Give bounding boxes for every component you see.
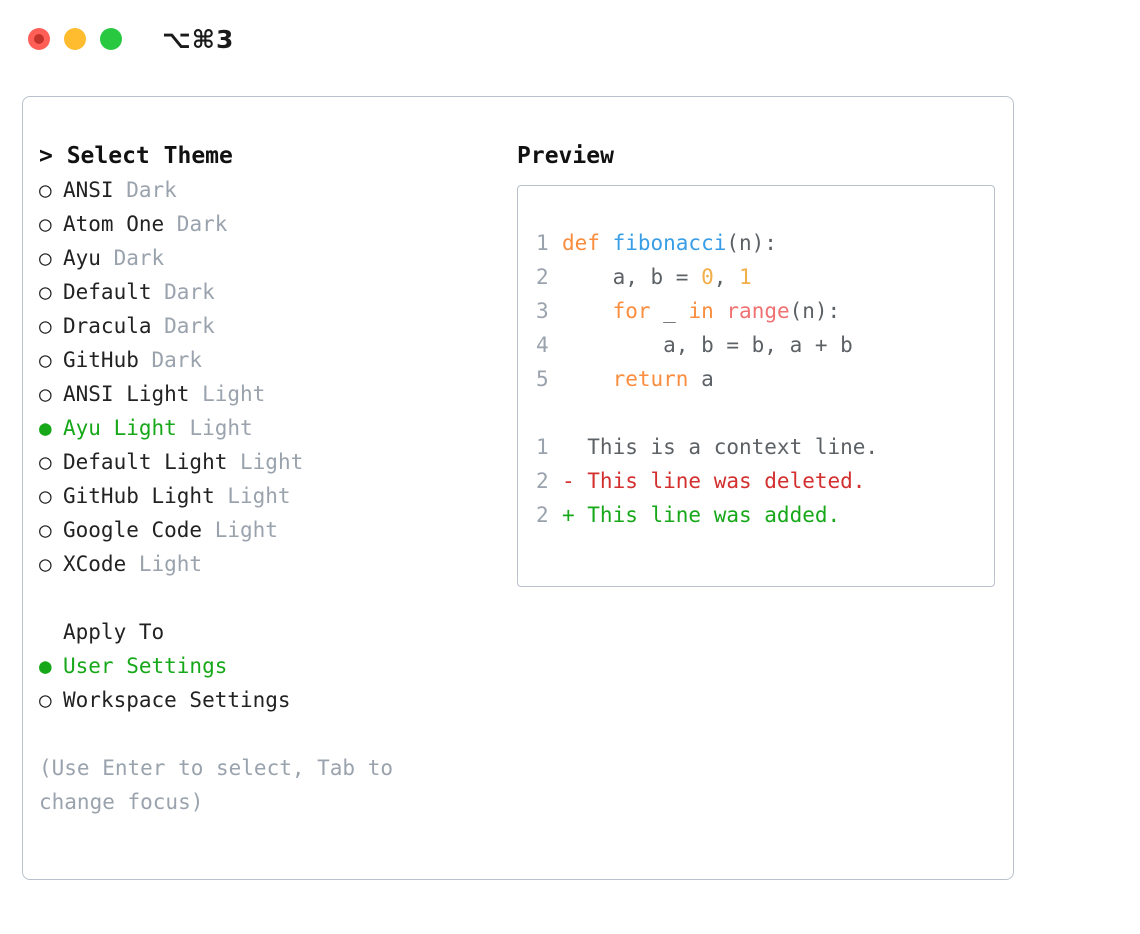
code-line [536, 328, 994, 362]
code-token: range [726, 299, 790, 323]
theme-option-variant: Dark [100, 246, 165, 270]
theme-option-label: Atom One [63, 212, 165, 236]
preview-column [517, 139, 1007, 587]
radio-unselected-icon: ○ [39, 518, 52, 542]
select-theme-heading: > Select Theme [39, 143, 233, 169]
diff-line [536, 498, 994, 532]
code-token: 1 [739, 265, 752, 289]
theme-option[interactable] [39, 445, 479, 479]
code-token: a, b = [562, 265, 702, 289]
radio-unselected-icon: ○ [39, 280, 52, 304]
radio-unselected-icon: ○ [39, 178, 52, 202]
radio-unselected-icon: ○ [39, 246, 52, 270]
theme-option-label: ANSI [63, 178, 114, 202]
radio-unselected-icon: ○ [39, 484, 52, 508]
apply-to-option[interactable] [39, 649, 479, 683]
theme-option-label: Dracula [63, 314, 152, 338]
apply-to-option-label: Workspace Settings [63, 688, 291, 712]
line-number: 5 [536, 367, 549, 391]
theme-option[interactable] [39, 241, 479, 275]
line-number: 2 [536, 469, 549, 493]
preview-heading: Preview [517, 143, 614, 169]
theme-option-variant: Light [227, 450, 304, 474]
diff-text: + This line was added. [562, 503, 841, 527]
apply-to-option-label: User Settings [63, 654, 228, 678]
code-token: fibonacci [612, 231, 727, 255]
theme-option-variant: Light [214, 484, 291, 508]
theme-option-label: Ayu Light [63, 416, 177, 440]
code-line [536, 226, 994, 260]
radio-unselected-icon: ○ [39, 314, 52, 338]
diff-line [536, 430, 994, 464]
theme-option-label: Default Light [63, 450, 228, 474]
theme-option[interactable] [39, 411, 479, 445]
code-line [536, 260, 994, 294]
theme-option[interactable] [39, 479, 479, 513]
line-number: 2 [536, 265, 549, 289]
code-line [536, 294, 994, 328]
minimize-button[interactable] [64, 28, 86, 50]
theme-option-variant: Light [176, 416, 253, 440]
theme-option-label: GitHub [63, 348, 139, 372]
theme-option[interactable] [39, 343, 479, 377]
diff-text: - This line was deleted. [562, 469, 866, 493]
code-token [714, 299, 727, 323]
theme-option-label: Default [63, 280, 152, 304]
code-token [562, 299, 613, 323]
code-line [536, 362, 994, 396]
theme-option-variant: Light [189, 382, 266, 406]
code-token: (n): [726, 231, 777, 255]
theme-option-label: GitHub Light [63, 484, 215, 508]
shortcut-label: ⌥⌘3 [162, 24, 235, 54]
main-panel [22, 96, 1014, 880]
maximize-button[interactable] [100, 28, 122, 50]
code-token [562, 367, 613, 391]
theme-selection-column [39, 139, 479, 819]
theme-option-variant: Dark [138, 348, 203, 372]
code-sample [536, 226, 994, 396]
code-token: _ [650, 299, 689, 323]
theme-option[interactable] [39, 207, 479, 241]
theme-option-variant: Dark [151, 314, 215, 338]
code-token: for [612, 299, 651, 323]
keyboard-hint: (Use Enter to select, Tab to change focus) [39, 756, 406, 814]
radio-unselected-icon: ○ [39, 348, 52, 372]
preview-box [517, 185, 995, 587]
line-number: 3 [536, 299, 549, 323]
code-token: a, b = b, a + b [562, 333, 853, 357]
theme-option-variant: Dark [164, 212, 228, 236]
theme-option-variant: Light [202, 518, 278, 542]
line-number: 1 [536, 231, 549, 255]
close-button[interactable] [28, 28, 50, 50]
theme-option[interactable] [39, 309, 479, 343]
diff-sample [536, 430, 994, 532]
theme-option-label: ANSI Light [63, 382, 190, 406]
theme-list[interactable] [39, 173, 479, 581]
diff-line [536, 464, 994, 498]
theme-option-variant: Dark [113, 178, 177, 202]
code-token: 0 [701, 265, 714, 289]
line-number: 4 [536, 333, 549, 357]
theme-option-label: Ayu [63, 246, 101, 270]
code-token: (n): [789, 299, 841, 323]
theme-option[interactable] [39, 513, 479, 547]
code-token: , [713, 265, 740, 289]
theme-option[interactable] [39, 173, 479, 207]
theme-option-variant: Light [126, 552, 203, 576]
apply-to-option[interactable] [39, 683, 479, 717]
theme-option-variant: Dark [151, 280, 215, 304]
code-token: a [688, 367, 714, 391]
radio-unselected-icon: ○ [39, 382, 52, 406]
radio-selected-icon: ● [39, 416, 52, 440]
theme-option[interactable] [39, 275, 479, 309]
code-token: def [562, 231, 613, 255]
line-number: 2 [536, 503, 549, 527]
title-bar [0, 0, 1140, 78]
apply-to-heading: Apply To [63, 620, 165, 644]
theme-option-label: Google Code [63, 518, 203, 542]
window-controls [28, 28, 122, 50]
theme-option-label: XCode [63, 552, 127, 576]
radio-selected-icon: ● [39, 654, 52, 678]
radio-unselected-icon: ○ [39, 450, 52, 474]
code-token: return [612, 367, 689, 391]
diff-text: This is a context line. [562, 435, 879, 459]
apply-to-list[interactable] [39, 649, 479, 717]
radio-unselected-icon: ○ [39, 688, 52, 712]
theme-option[interactable] [39, 547, 479, 581]
code-token: in [688, 299, 714, 323]
line-number: 1 [536, 435, 549, 459]
radio-unselected-icon: ○ [39, 552, 52, 576]
theme-option[interactable] [39, 377, 479, 411]
radio-unselected-icon: ○ [39, 212, 52, 236]
